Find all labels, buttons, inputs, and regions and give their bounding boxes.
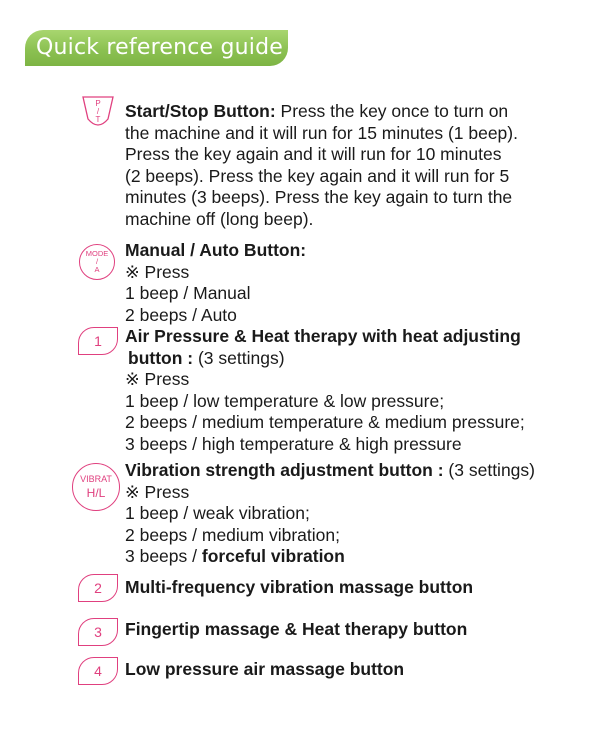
button-2-label: 2 <box>94 580 102 596</box>
button-3-icon <box>78 618 118 646</box>
multi-frequency-title: Multi-frequency vibration massage button <box>125 577 474 597</box>
air-pressure-line-2: 1 beep / low temperature & low pressure; <box>125 390 445 411</box>
button-3-label: 3 <box>94 624 102 640</box>
vibration-line-4-bold: forceful vibration <box>201 546 345 566</box>
air-pressure-line-1: ※ Press <box>125 369 190 389</box>
air-pressure-settings: (3 settings) <box>193 347 285 368</box>
start-stop-line-5: minutes (3 beeps). Press the key again to turn the <box>125 187 513 207</box>
vibration-icon-label-bottom: H/L <box>86 486 106 500</box>
start-stop-line-3: Press the key again and it will run for 10 minutes <box>125 144 502 164</box>
vibration-line-1: ※ Press <box>125 481 190 502</box>
manual-auto-title: Manual / Auto Button: <box>125 240 307 260</box>
low-pressure-title: Low pressure air massage button <box>125 659 405 679</box>
multi-frequency-description <box>125 577 473 599</box>
vibration-line-4: 3 beeps / <box>125 546 202 566</box>
manual-auto-line-1: ※ Press <box>125 261 190 282</box>
header-title: Quick reference guide <box>36 35 283 60</box>
low-pressure-description <box>125 659 404 681</box>
fingertip-description <box>125 619 467 641</box>
vibration-icon-label-top: VIBRAT <box>80 474 112 484</box>
start-stop-line-2: the machine and it will run for 15 minutes (1 beep). <box>125 122 518 143</box>
mode-icon-label-top: MODE <box>85 249 109 258</box>
air-pressure-line-3: 2 beeps / medium temperature & medium pressure; <box>125 412 525 432</box>
manual-auto-line-2: 1 beep / Manual <box>125 283 251 303</box>
vibration-description <box>125 460 535 568</box>
button-1-icon <box>78 327 118 355</box>
start-stop-description <box>125 101 518 230</box>
vibration-line-2: 1 beep / weak vibration; <box>125 503 310 523</box>
svg-text:T: T <box>95 115 101 124</box>
svg-text:P: P <box>95 99 101 108</box>
vibration-settings: (3 settings) <box>443 460 535 480</box>
button-1-label: 1 <box>94 333 102 349</box>
start-stop-line-1: Press the key once to turn on <box>275 101 509 121</box>
manual-auto-description <box>125 240 306 326</box>
button-4-icon <box>78 657 118 685</box>
mode-icon-label-bottom: A <box>94 265 100 274</box>
manual-auto-line-3: 2 beeps / Auto <box>125 304 237 325</box>
air-pressure-line-4: 3 beeps / high temperature & high pressure <box>125 433 462 454</box>
start-stop-line-4: (2 beeps). Press the key again and it will run for 5 <box>125 165 510 186</box>
mode-icon <box>79 244 115 280</box>
start-stop-title: Start/Stop Button: <box>125 101 276 121</box>
air-pressure-description <box>125 326 525 455</box>
mode-icon-label-mid: / <box>95 257 99 266</box>
section-header <box>25 30 288 66</box>
start-stop-line-6: machine off (long beep). <box>125 208 314 229</box>
vibration-line-3: 2 beeps / medium vibration; <box>125 524 340 545</box>
button-4-label: 4 <box>94 663 102 679</box>
button-2-icon <box>78 574 118 602</box>
air-pressure-title-2: button : <box>128 347 194 368</box>
fingertip-title: Fingertip massage & Heat therapy button <box>125 619 468 639</box>
svg-text:/: / <box>96 107 100 116</box>
power-timer-icon <box>80 93 116 133</box>
vibration-title: Vibration strength adjustment button : <box>125 460 444 480</box>
vibration-icon <box>72 463 120 511</box>
air-pressure-title: Air Pressure & Heat therapy with heat adjusting <box>125 326 521 346</box>
